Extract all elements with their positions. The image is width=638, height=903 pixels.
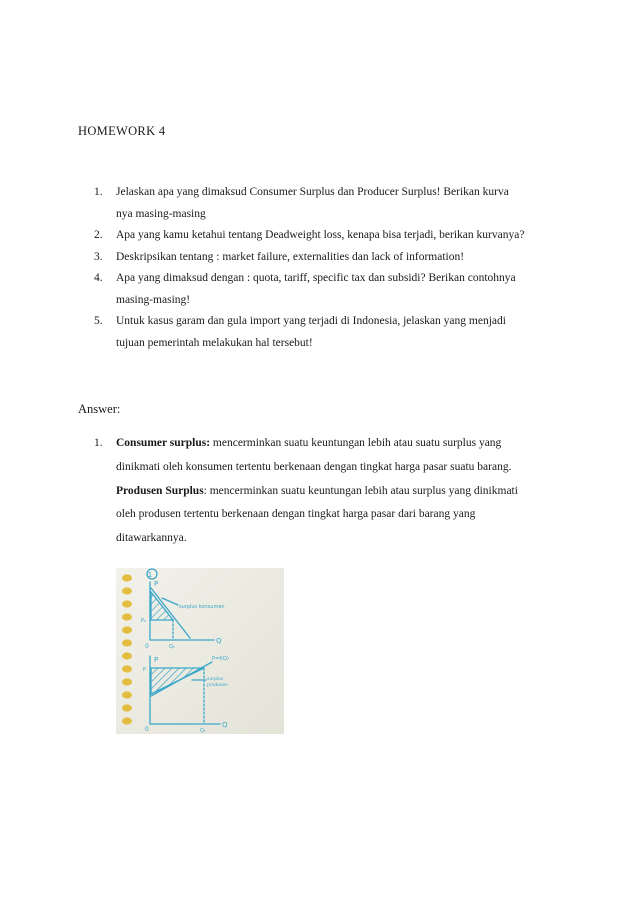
question-text-line: nya masing-masing xyxy=(116,207,206,220)
question-item xyxy=(94,247,574,269)
question-text-line: Apa yang kamu ketahui tentang Deadweight loss, kenapa bisa terjadi, berikan kurvanya? xyxy=(116,229,525,241)
origin-label-bottom: 0 xyxy=(145,726,149,733)
circled-number: 1 xyxy=(147,571,153,579)
question-number: 4. xyxy=(94,272,103,284)
price-level-label: P xyxy=(143,667,147,673)
q0-label: Q₀ xyxy=(169,644,175,650)
question-number: 2. xyxy=(94,229,103,241)
producer-surplus-term: Produsen Surplus xyxy=(116,484,204,497)
producer-surplus-label: produsen xyxy=(207,683,229,688)
producer-surplus-label: surplus xyxy=(207,677,224,682)
question-item xyxy=(94,268,574,311)
question-number: 3. xyxy=(94,250,103,263)
answer-block xyxy=(94,432,564,551)
question-text-line: Jelaskan apa yang dimaksud Consumer Surplus dan Producer Surplus! Berikan kurva xyxy=(116,186,509,198)
answer-line: dinikmati oleh konsumen tertentu berkenaan dengan tingkat harga pasar suatu barang. xyxy=(116,460,512,473)
answer-number: 1. xyxy=(94,437,103,449)
p0-label: P₀ xyxy=(141,618,147,624)
quantity-axis-label-top: Q xyxy=(216,637,222,645)
answer-line xyxy=(94,432,564,456)
consumer-surplus-area xyxy=(151,592,173,620)
answer-line: oleh produsen tertentu berkenaan dengan tingkat harga pasar dari barang yang xyxy=(116,508,476,521)
surplus-sketch-drawing xyxy=(116,568,284,734)
question-number: 1. xyxy=(94,186,103,198)
question-text-line: masing-masing! xyxy=(116,293,191,306)
answer-heading: Answer: xyxy=(78,402,121,416)
consumer-surplus-pointer xyxy=(162,598,178,605)
question-text-line: Apa yang dimaksud dengan : quota, tariff, specific tax dan subsidi? Berikan contohnya xyxy=(116,272,516,284)
question-list xyxy=(94,182,574,354)
question-text-line: tujuan pemerintah melakukan hal tersebut! xyxy=(116,336,313,349)
quantity-axis-label-bottom: Q xyxy=(222,721,228,729)
producer-surplus-definition: : mencerminkan suatu keuntungan lebih atau surplus yang dinikmati xyxy=(203,484,518,497)
question-text-line: Deskripsikan tentang : market failure, externalities dan lack of information! xyxy=(116,250,465,263)
page-title: HOMEWORK 4 xyxy=(78,124,166,138)
answer-line xyxy=(94,480,564,504)
supply-function-label: P=f(Q) xyxy=(212,656,229,662)
consumer-surplus-definition: mencerminkan suatu keuntungan lebih atau suatu surplus yang xyxy=(212,437,502,449)
question-item xyxy=(94,225,574,247)
consumer-surplus-term: Consumer surplus: xyxy=(116,437,211,449)
notebook-binding xyxy=(122,574,132,724)
surplus-sketch-photo xyxy=(116,568,284,734)
question-text-line: Untuk kasus garam dan gula import yang terjadi di Indonesia, jelaskan yang menjadi xyxy=(116,315,506,327)
price-axis-label-bottom: P xyxy=(154,656,159,664)
question-item xyxy=(94,182,574,225)
question-number: 5. xyxy=(94,315,103,327)
origin-label-top: 0 xyxy=(145,643,149,650)
question-item xyxy=(94,311,574,354)
consumer-surplus-label: surplus konsumen xyxy=(179,604,225,610)
price-axis-label-top: P xyxy=(154,580,159,588)
answer-line: ditawarkannya. xyxy=(116,532,187,545)
q1-label: Q₁ xyxy=(200,728,206,734)
